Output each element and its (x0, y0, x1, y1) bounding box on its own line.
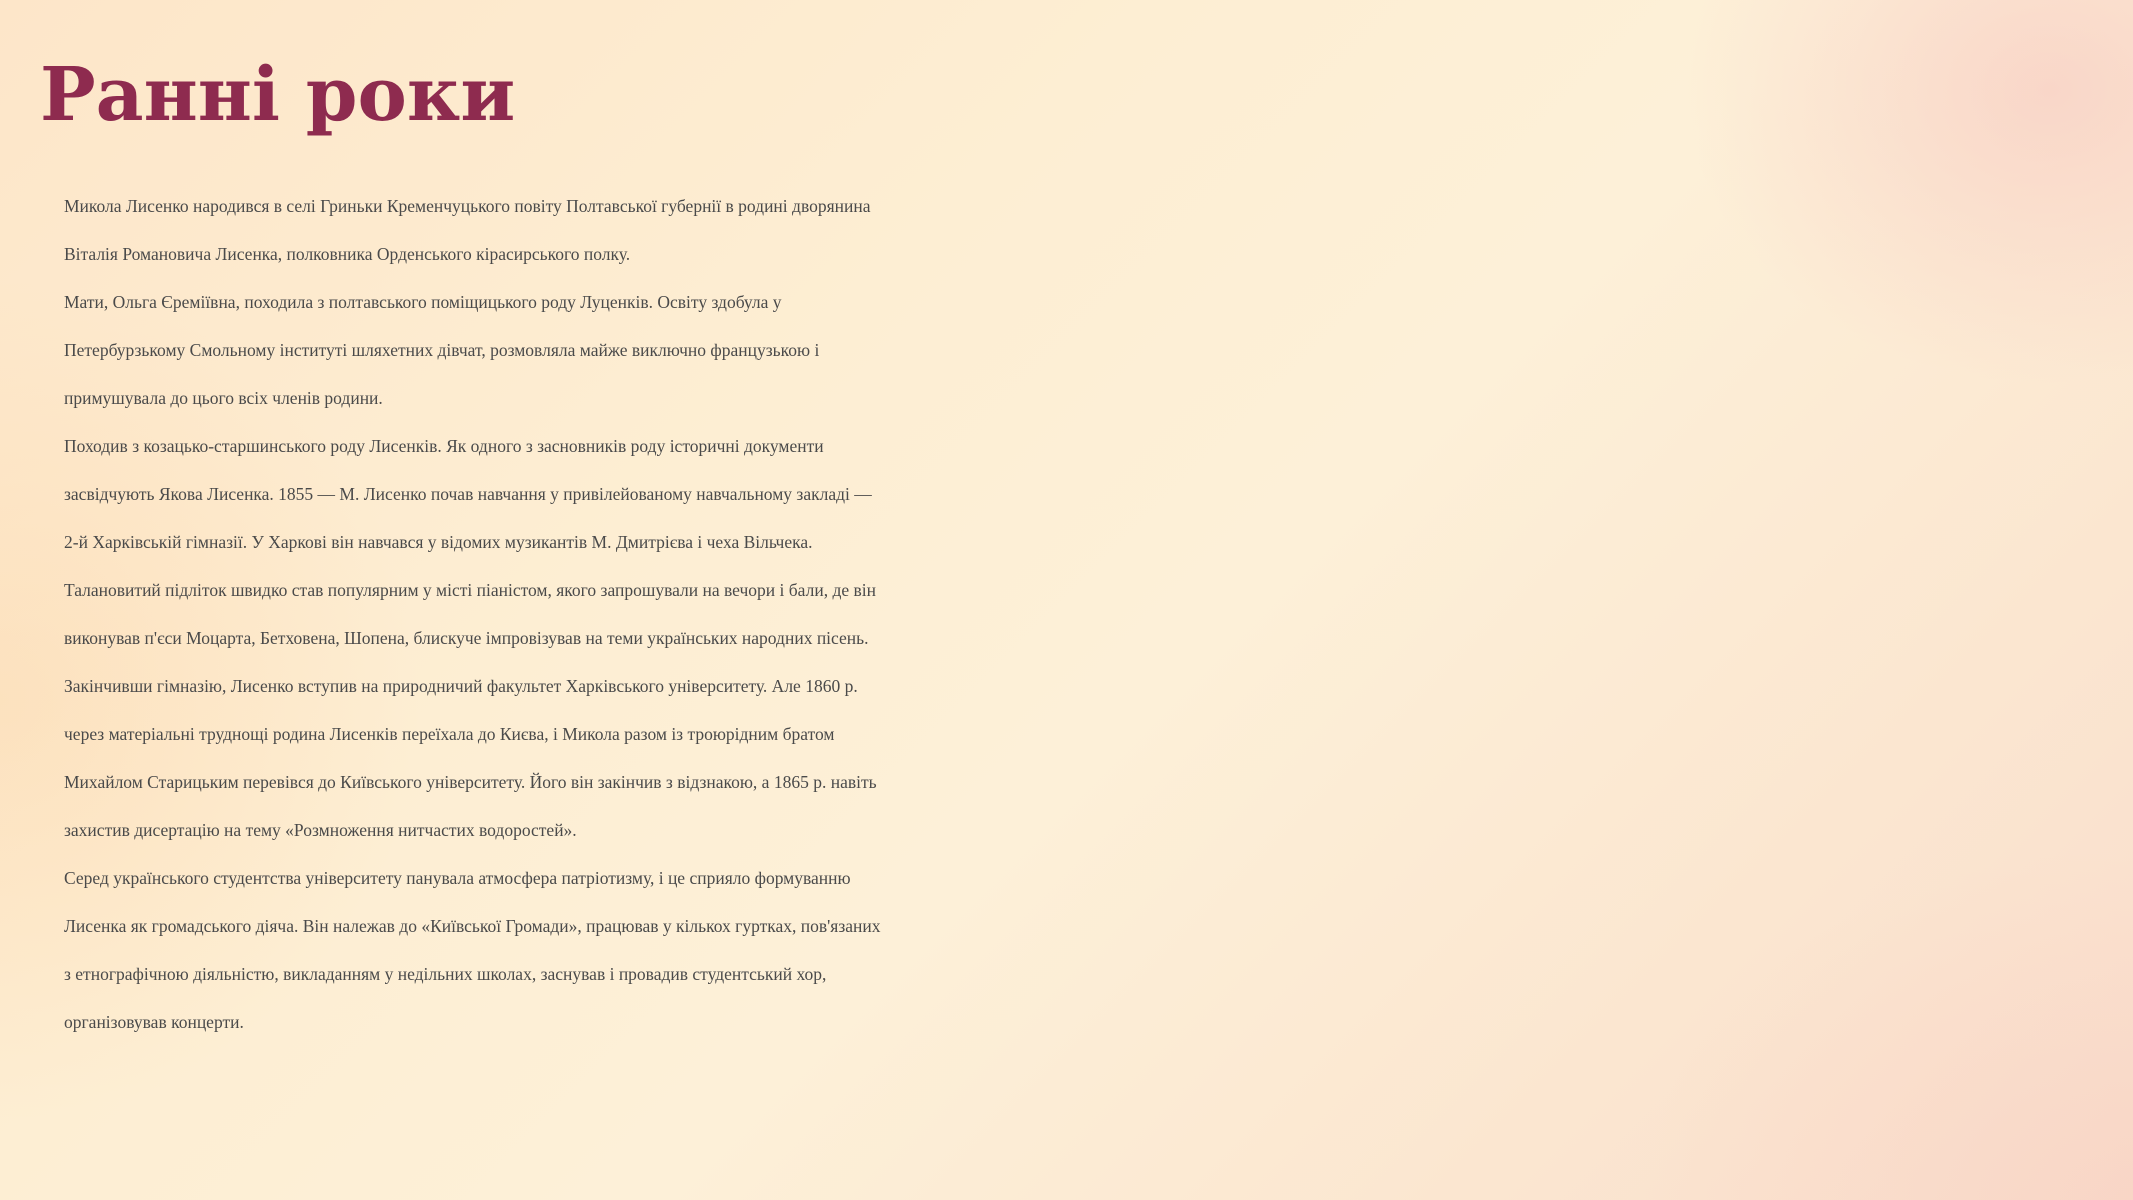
text-line: Серед українського студентства університету панувала атмосфера патріотизму, і це сприяло формуванню (64, 868, 851, 888)
text-line: 2-й Харківській гімназії. У Харкові він навчався у відомих музикантів М. Дмитрієва і чеха Вільчека. (64, 532, 813, 552)
text-line: захистив дисертацію на тему «Розмноження нитчастих водоростей». (64, 820, 577, 840)
paragraph-university (64, 854, 2114, 1046)
paragraph-mother (64, 278, 2114, 422)
text-line: засвідчують Якова Лисенка. 1855 — М. Лисенко почав навчання у привілейованому навчальному закладі — (64, 484, 872, 504)
text-line: примушувала до цього всіх членів родини. (64, 388, 383, 408)
text-line: через матеріальні труднощі родина Лисенків переїхала до Києва, і Микола разом із троюрідним братом (64, 724, 835, 744)
text-line: Лисенка як громадського діяча. Він належав до «Київської Громади», працював у кількох гуртках, пов'язаних (64, 916, 881, 936)
text-line: Талановитий підліток швидко став популярним у місті піаністом, якого запрошували на вечори і бали, де він (64, 580, 876, 600)
text-line: Віталія Романовича Лисенка, полковника Орденського кірасирського полку. (64, 244, 631, 264)
text-line: Походив з козацько-старшинського роду Лисенків. Як одного з засновників роду історичні документи (64, 436, 824, 456)
slide-body (64, 182, 2114, 1046)
text-line: Михайлом Старицьким перевівся до Київського університету. Його він закінчив з відзнакою, а 1865 р. навіть (64, 772, 877, 792)
text-line: Микола Лисенко народився в селі Гриньки Кременчуцького повіту Полтавської губернії в родині дворянина (64, 196, 871, 216)
text-line: з етнографічною діяльністю, викладанням у недільних школах, заснував і провадив студентський хор, (64, 964, 827, 984)
text-line: виконував п'єси Моцарта, Бетховена, Шопена, блискуче імпровізував на теми українських народних пісень. (64, 628, 869, 648)
paragraph-birth (64, 182, 2114, 278)
slide-title: Ранні роки (40, 52, 516, 138)
text-line: Петербурзькому Смольному інституті шляхетних дівчат, розмовляла майже виключно французькою і (64, 340, 820, 360)
text-line: Закінчивши гімназію, Лисенко вступив на природничий факультет Харківського університету. Але 1860 р. (64, 676, 858, 696)
text-line: організовував концерти. (64, 1012, 244, 1032)
paragraph-education (64, 422, 2114, 854)
text-line: Мати, Ольга Єреміївна, походила з полтавського поміщицького роду Луценків. Освіту здобула у (64, 292, 782, 312)
